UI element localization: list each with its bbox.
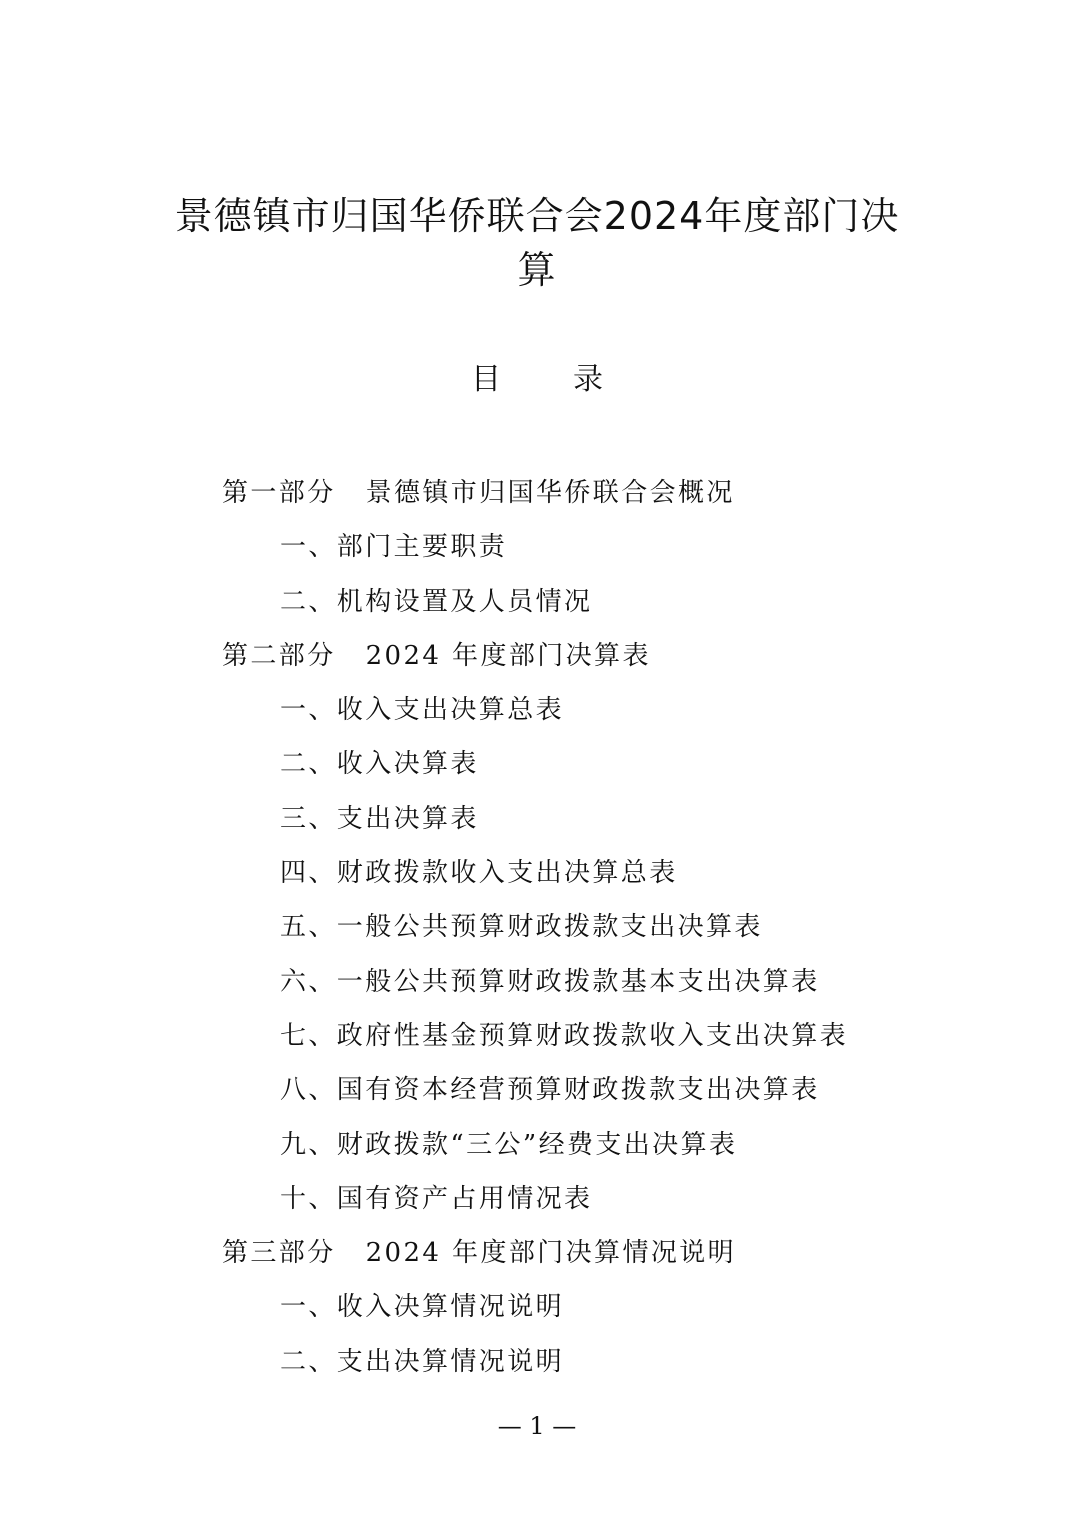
toc-part-label: 第二部分 [222, 640, 336, 671]
toc-item: 一、收入决算情况说明 [280, 1292, 565, 1323]
toc-item: 一、收入支出决算总表 [280, 695, 565, 726]
toc-item: 七、政府性基金预算财政拨款收入支出决算表 [280, 1020, 849, 1051]
toc-heading [0, 360, 1074, 400]
toc-item: 八、国有资本经营预算财政拨款支出决算表 [280, 1075, 820, 1106]
document-title-line-1: 景德镇市归国华侨联合会2024年度部门决 [174, 194, 900, 238]
toc-part-title: 景德镇市归国华侨联合会概况 [365, 478, 735, 508]
toc-item: 六、一般公共预算财政拨款基本支出决算表 [280, 966, 820, 997]
toc-part-label: 第一部分 [222, 478, 336, 508]
toc-item: 九、财政拨款“三公”经费支出决算表 [280, 1129, 738, 1160]
toc-item: 二、机构设置及人员情况 [280, 586, 593, 617]
toc-part-label: 第三部分 [222, 1238, 336, 1269]
toc-item: 四、财政拨款收入支出决算总表 [280, 858, 678, 889]
toc-part-1 [0, 466, 1074, 520]
toc-heading-char-1: 目 [471, 362, 501, 397]
table-of-contents [0, 466, 1074, 1389]
document-title-line-2: 算 [517, 248, 557, 292]
toc-part-3 [0, 1226, 1074, 1280]
page-number: — 1 — [497, 1412, 577, 1440]
toc-part-2 [0, 629, 1074, 683]
toc-item: 一、部门主要职责 [280, 532, 508, 563]
toc-heading-char-2: 录 [573, 362, 603, 397]
toc-item: 二、支出决算情况说明 [280, 1346, 565, 1377]
toc-item: 十、国有资产占用情况表 [280, 1183, 593, 1214]
toc-part-title: 2024 年度部门决算表 [365, 640, 651, 671]
toc-item: 二、收入决算表 [280, 749, 479, 780]
toc-item: 五、一般公共预算财政拨款支出决算表 [280, 912, 763, 943]
toc-item: 三、支出决算表 [280, 803, 479, 834]
toc-part-title: 2024 年度部门决算情况说明 [365, 1238, 737, 1269]
